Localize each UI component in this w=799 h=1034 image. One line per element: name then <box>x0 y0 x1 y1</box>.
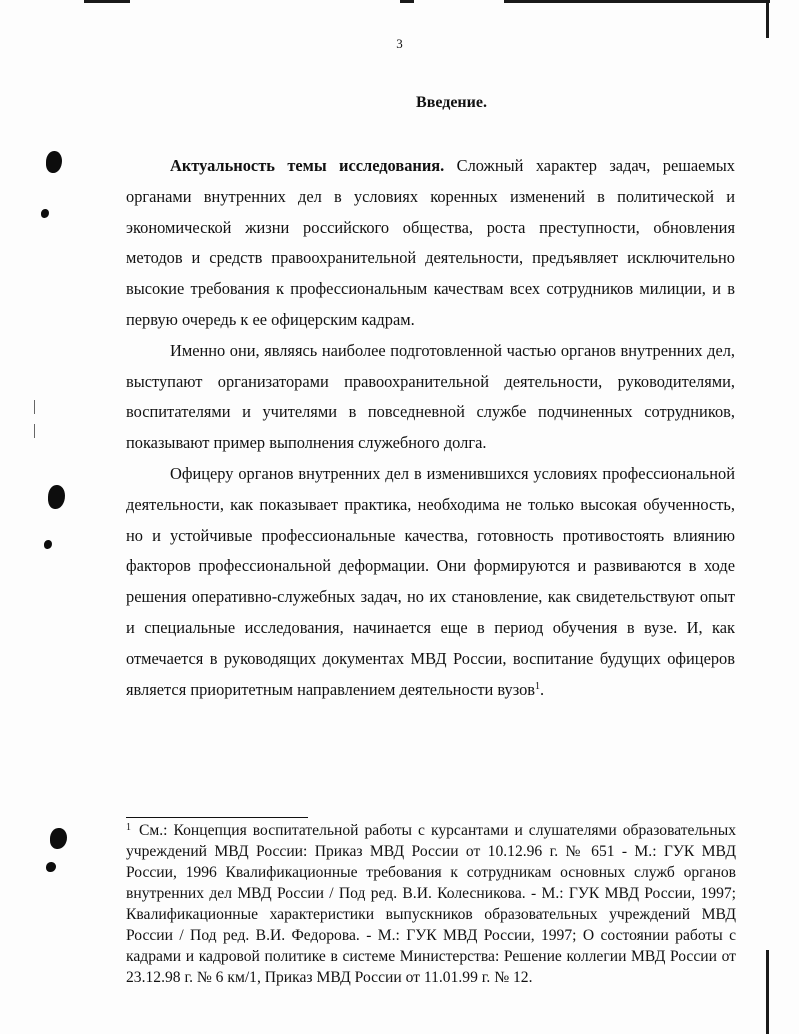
paragraph-2-text: Именно они, являясь наиболее подготовленной частью органов внутренних дел, выступают организаторами правоохранительной деятельности, руководителями, воспитателями и учителями в повседневной службе подчиненных сотрудников, показывают пример выполнения служебного долга. <box>126 340 735 453</box>
scan-artifact-right-edge-bottom <box>766 950 769 1034</box>
scan-artifact-left-tick-1 <box>34 400 35 414</box>
footnote <box>126 820 736 988</box>
footnote-reference: 1 <box>535 680 541 692</box>
punch-hole-2 <box>41 209 49 218</box>
footnote-text: См.: Концепция воспитательной работы с курсантами и слушателями образовательных учреждений МВД России: Приказ МВД России от 10.12.96 г. № 651 - М.: ГУК МВД России, 1996 Квалификационные требования к сотрудникам основных служб органов внутренних дел МВД России / Под ред. В.И. Колесникова. - М.: ГУК МВД России, 1997; Квалификационные характеристики выпускников образовательных учреждений МВД России / Под ред. В.И. Федорова. - М.: ГУК МВД России, 1997; О состоянии работы с кадрами и кадровой политике в системе Министерства: Решение коллегии МВД России от 23.12.98 г. № 6 км/1, Приказ МВД России от 11.01.99 г. № 12. <box>126 822 736 986</box>
paragraph-1-lead: Актуальность темы исследования. <box>170 156 445 175</box>
page-number: 3 <box>396 36 403 51</box>
section-heading: Введение. <box>416 94 487 111</box>
scan-artifact-right-edge-top <box>766 0 769 38</box>
punch-hole-3 <box>48 485 65 509</box>
paragraph-3-end: . <box>540 679 545 699</box>
punch-hole-1 <box>46 151 62 173</box>
paragraph-2 <box>126 336 735 459</box>
paragraph-1-text: Сложный характер задач, решаемых органами внутренних дел в условиях коренных изменений в политической и экономической жизни российского общества, роста преступности, обновления методов и средств правоохранительной деятельности, предъявляет исключительно высокие требования к профессиональным качествам всех сотрудников милиции, и в первую очередь к ее офицерским кадрам. <box>126 156 736 329</box>
footnote-divider <box>126 817 308 818</box>
body-text <box>126 151 735 705</box>
paragraph-1 <box>126 151 735 336</box>
punch-hole-6 <box>46 862 56 872</box>
footnote-paragraph <box>126 820 736 988</box>
paragraph-3-text: Офицеру органов внутренних дел в изменившихся условиях профессиональной деятельности, как показывает практика, необходима не только высокая обученность, но и устойчивые профессиональные качества, готовность противостоять влиянию факторов профессиональной деформации. Они формируются и развиваются в ходе решения оперативно-служебных задач, но их становление, как свидетельствуют опыт и специальные исследования, начинается еще в период обучения в вузе. И, как отмечается в руководящих документах МВД России, воспитание будущих офицеров является приоритетным направлением деятельности вузов <box>126 463 735 699</box>
footnote-marker: 1 <box>126 822 131 833</box>
punch-hole-5 <box>50 828 67 849</box>
scan-artifact-top-left <box>84 0 130 3</box>
scan-artifact-top-right <box>504 0 770 3</box>
paragraph-3 <box>126 459 735 705</box>
punch-hole-4 <box>44 540 52 549</box>
scan-artifact-left-tick-2 <box>34 424 35 438</box>
scan-artifact-top-mid <box>400 0 414 3</box>
